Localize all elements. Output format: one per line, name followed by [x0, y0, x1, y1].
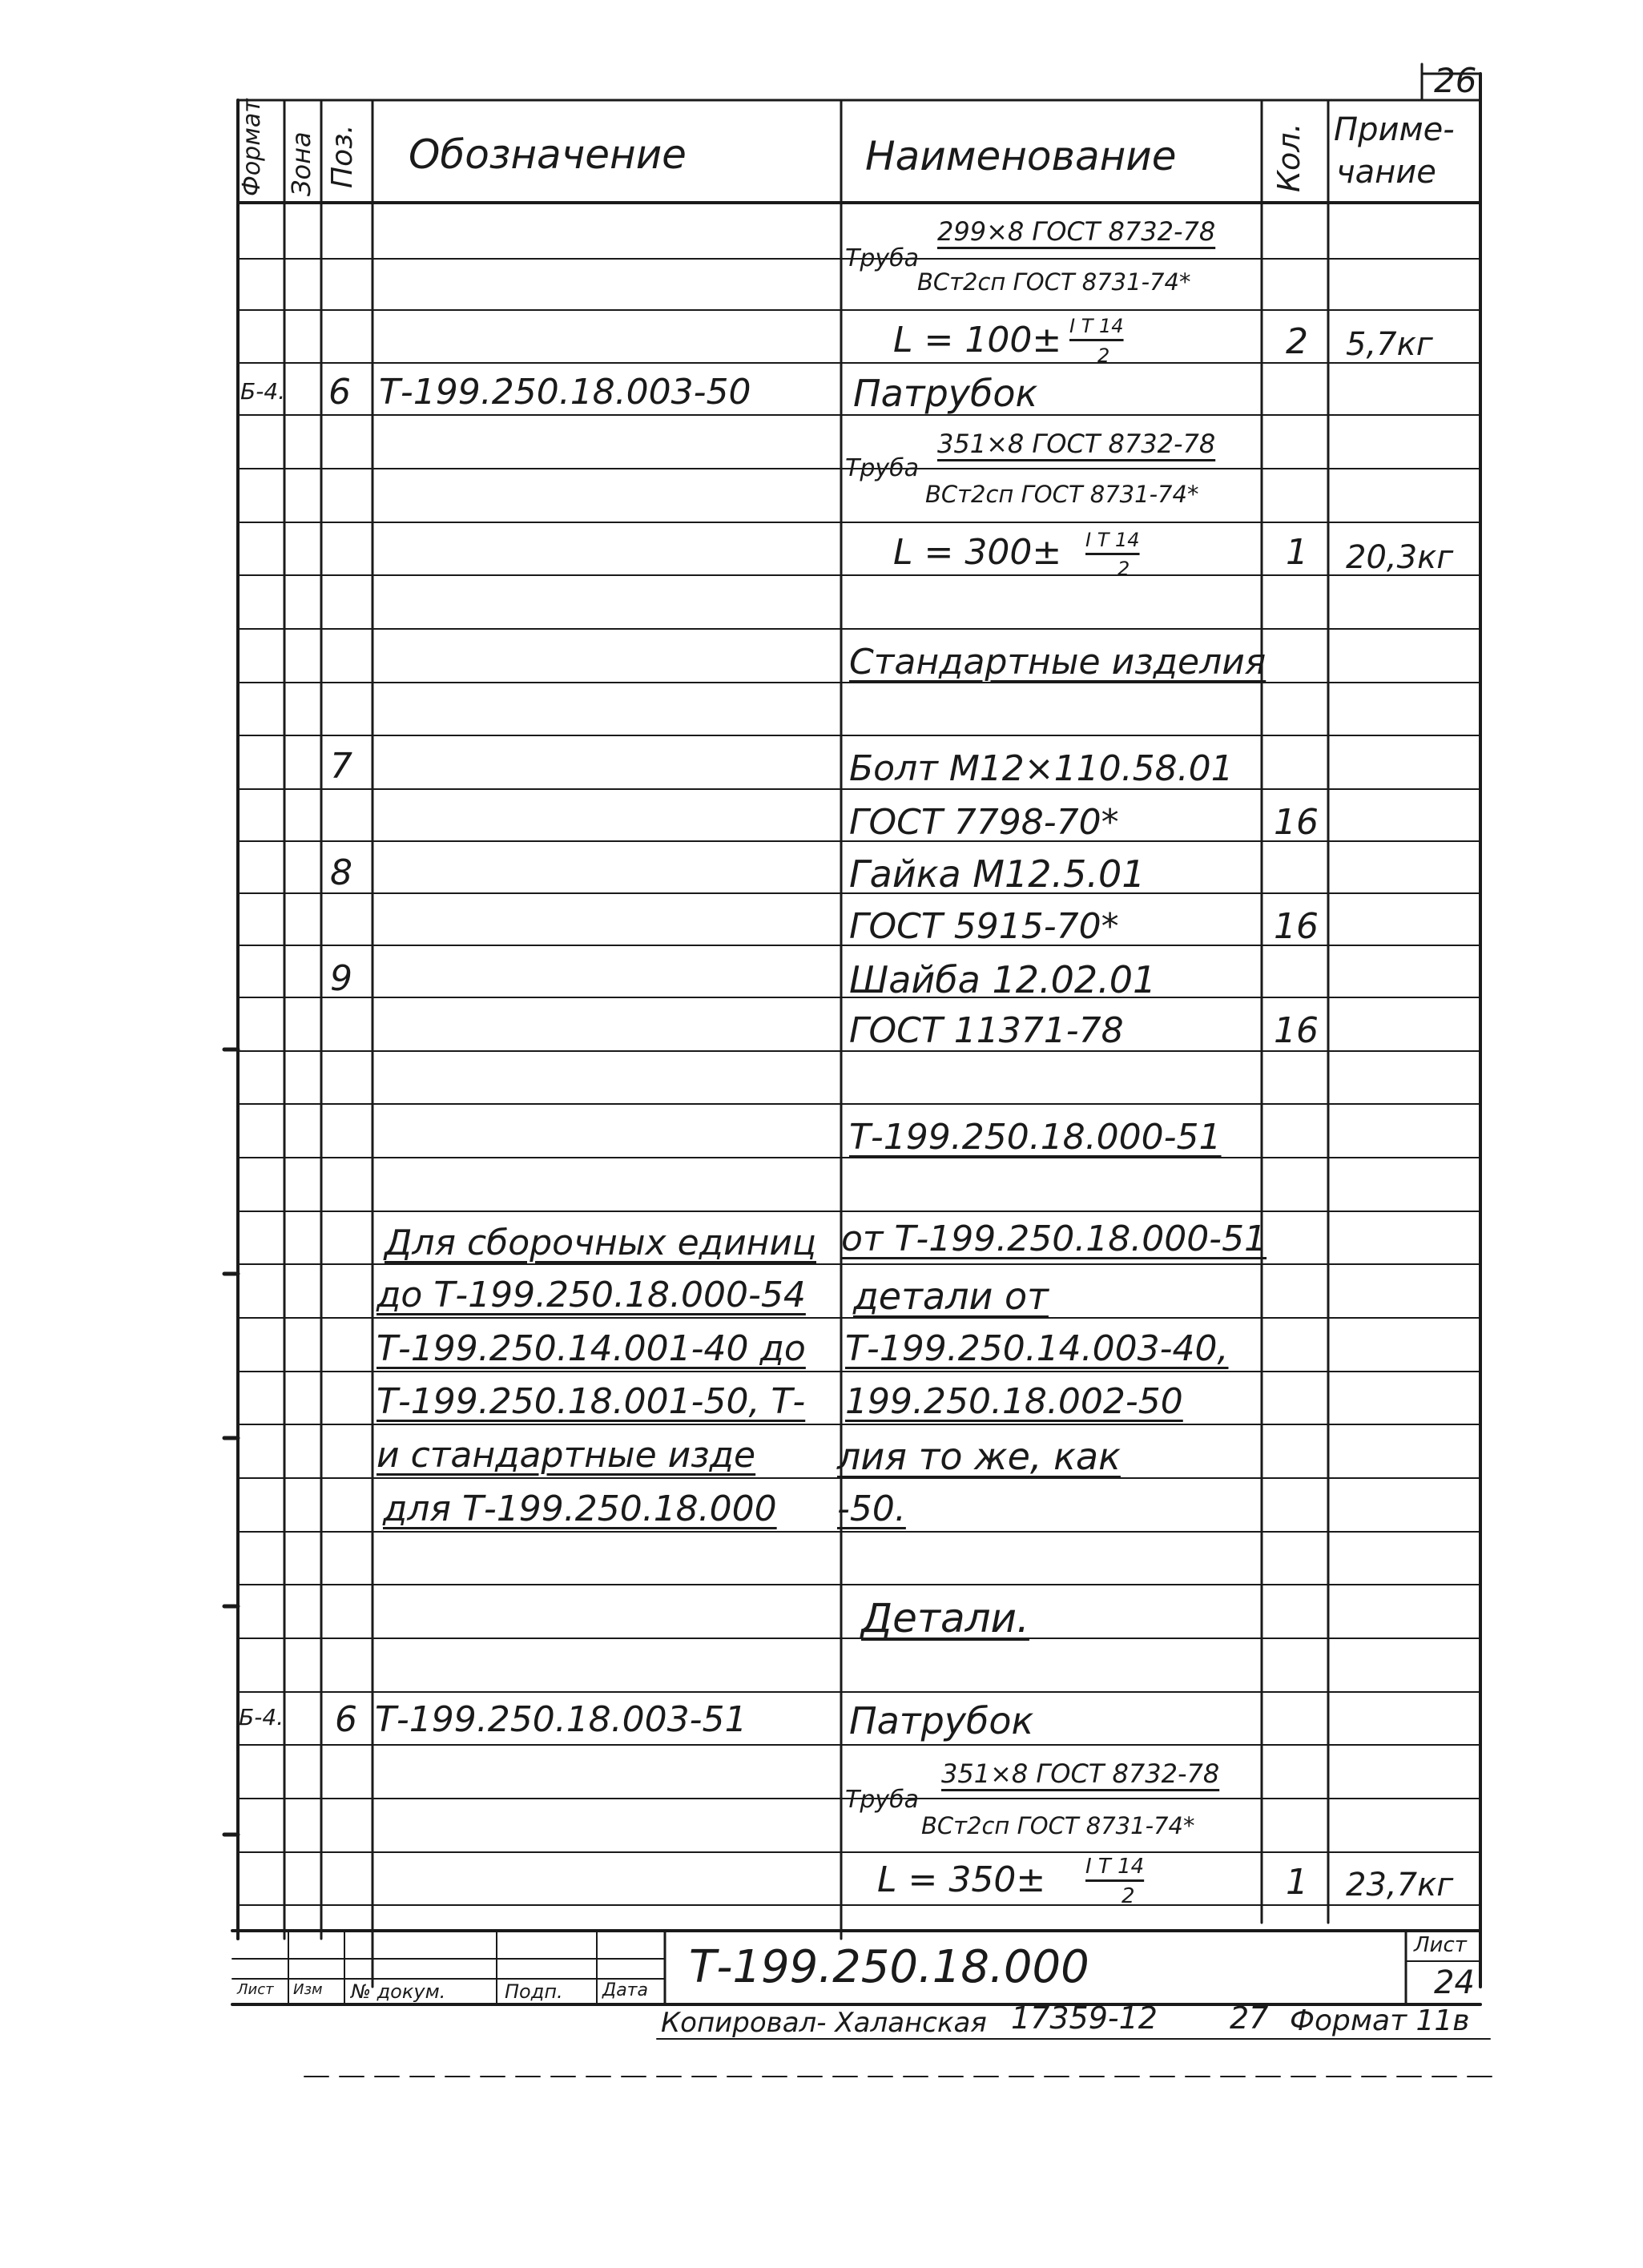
- note-2: 20,3кг: [1346, 539, 1454, 576]
- pipe-spec-top-3: 351×8 ГОСТ 8732-78: [941, 1758, 1220, 1789]
- pipe-spec-bottom-1: ВСт2сп ГОСТ 8731-74*: [917, 268, 1191, 296]
- header-note-line1: Приме-: [1334, 111, 1455, 148]
- qty-1: 2: [1286, 321, 1308, 362]
- pipe-label-1: Труба: [845, 244, 920, 272]
- pipe-label-2: Труба: [845, 454, 920, 482]
- note-line-2b: детали от: [853, 1275, 1049, 1318]
- length-tol-den-3: 2: [1122, 1884, 1135, 1908]
- length-tol-num-2: I T 14: [1085, 529, 1140, 551]
- name-patrubok-2: Патрубок: [849, 1699, 1034, 1742]
- format-1: Б-4.: [240, 378, 286, 405]
- footer-order: 17359-12: [1011, 2000, 1158, 2036]
- note-line-4a: Т-199.250.18.001-50, Т-: [377, 1381, 806, 1422]
- note-3: 23,7кг: [1346, 1867, 1454, 1903]
- length-tol-num-3: I T 14: [1085, 1855, 1145, 1879]
- title-col-list: Лист: [237, 1981, 274, 1998]
- name-nut: Гайка М12.5.01: [849, 852, 1146, 896]
- qty-2: 1: [1286, 532, 1308, 573]
- section-standard-items: Стандартные изделия: [849, 642, 1266, 683]
- header-name: Наименование: [865, 133, 1177, 179]
- pipe-label-3: Труба: [845, 1786, 920, 1814]
- footer-page: 27: [1230, 2000, 1269, 2036]
- qty-bolt: 16: [1274, 802, 1319, 843]
- variant-designation-51: Т-199.250.18.000-51: [849, 1117, 1222, 1158]
- note-line-2a: до Т-199.250.18.000-54: [377, 1275, 806, 1315]
- name-gost-11371: ГОСТ 11371-78: [849, 1010, 1124, 1051]
- footer-copied-by: Копировал- Халанская: [661, 2007, 987, 2039]
- note-line-3a: Т-199.250.14.001-40 до: [377, 1328, 806, 1369]
- name-gost-7798: ГОСТ 7798-70*: [849, 802, 1119, 843]
- designation-2: Т-199.250.18.003-51: [375, 1699, 747, 1740]
- pipe-spec-bottom-2: ВСт2сп ГОСТ 8731-74*: [925, 481, 1199, 508]
- title-col-date: Дата: [602, 1980, 648, 2000]
- name-patrubok-1: Патрубок: [853, 372, 1038, 415]
- name-gost-5915: ГОСТ 5915-70*: [849, 906, 1119, 947]
- section-details: Детали.: [861, 1595, 1029, 1642]
- note-line-1a: Для сборочных единиц: [385, 1223, 816, 1263]
- pos-6a: 6: [328, 372, 351, 413]
- designation-1: Т-199.250.18.003-50: [379, 372, 751, 413]
- note-line-5b: лия то же, как: [837, 1435, 1121, 1478]
- length-tol-den-1: 2: [1097, 344, 1110, 367]
- length-tol-num-1: I T 14: [1069, 315, 1124, 337]
- pos-9: 9: [330, 958, 352, 999]
- header-note-line2: чание: [1336, 154, 1436, 191]
- qty-nut: 16: [1274, 906, 1319, 947]
- format-2: Б-4.: [239, 1704, 284, 1730]
- note-1: 5,7кг: [1346, 326, 1433, 363]
- pos-6b: 6: [335, 1699, 357, 1740]
- title-col-sign: Подп.: [505, 1980, 563, 2003]
- note-line-1b: от Т-199.250.18.000-51: [841, 1219, 1267, 1259]
- note-line-4b: 199.250.18.002-50: [845, 1381, 1183, 1422]
- pipe-spec-top-2: 351×8 ГОСТ 8732-78: [937, 429, 1216, 459]
- note-line-6a: для Т-199.250.18.000: [383, 1489, 777, 1529]
- pipe-spec-bottom-3: ВСт2сп ГОСТ 8731-74*: [921, 1812, 1195, 1839]
- header-designation: Обозначение: [409, 131, 687, 178]
- qty-3: 1: [1286, 1862, 1308, 1903]
- pos-8: 8: [330, 852, 352, 893]
- title-doc-number: Т-199.250.18.000: [689, 1941, 1089, 1993]
- name-bolt: Болт М12×110.58.01: [849, 748, 1234, 789]
- qty-washer: 16: [1274, 1010, 1319, 1051]
- header-qty: Кол.: [1271, 123, 1307, 192]
- length-2: L = 300±: [893, 532, 1062, 573]
- title-col-izm: Изм: [293, 1981, 323, 1998]
- title-sheet-value: 24: [1434, 1964, 1475, 2001]
- title-sheet-label: Лист: [1414, 1933, 1467, 1957]
- name-washer: Шайба 12.02.01: [849, 958, 1157, 1001]
- header-format: Формат: [238, 99, 266, 196]
- length-3: L = 350±: [877, 1859, 1046, 1900]
- footer-format: Формат 11в: [1290, 2004, 1470, 2037]
- length-tol-den-2: 2: [1117, 558, 1130, 580]
- note-line-6b: -50.: [837, 1489, 906, 1529]
- pipe-spec-top-1: 299×8 ГОСТ 8732-78: [937, 216, 1216, 247]
- header-zone: Зона: [286, 131, 316, 196]
- pos-7: 7: [330, 746, 352, 787]
- title-col-docnum: № докум.: [351, 1980, 446, 2003]
- length-1: L = 100±: [893, 320, 1062, 361]
- header-pos: Поз.: [326, 124, 359, 188]
- top-sheet-number: 26: [1434, 61, 1477, 100]
- note-line-3b: Т-199.250.14.003-40,: [845, 1328, 1229, 1369]
- note-line-5a: и стандартные изде: [377, 1435, 756, 1476]
